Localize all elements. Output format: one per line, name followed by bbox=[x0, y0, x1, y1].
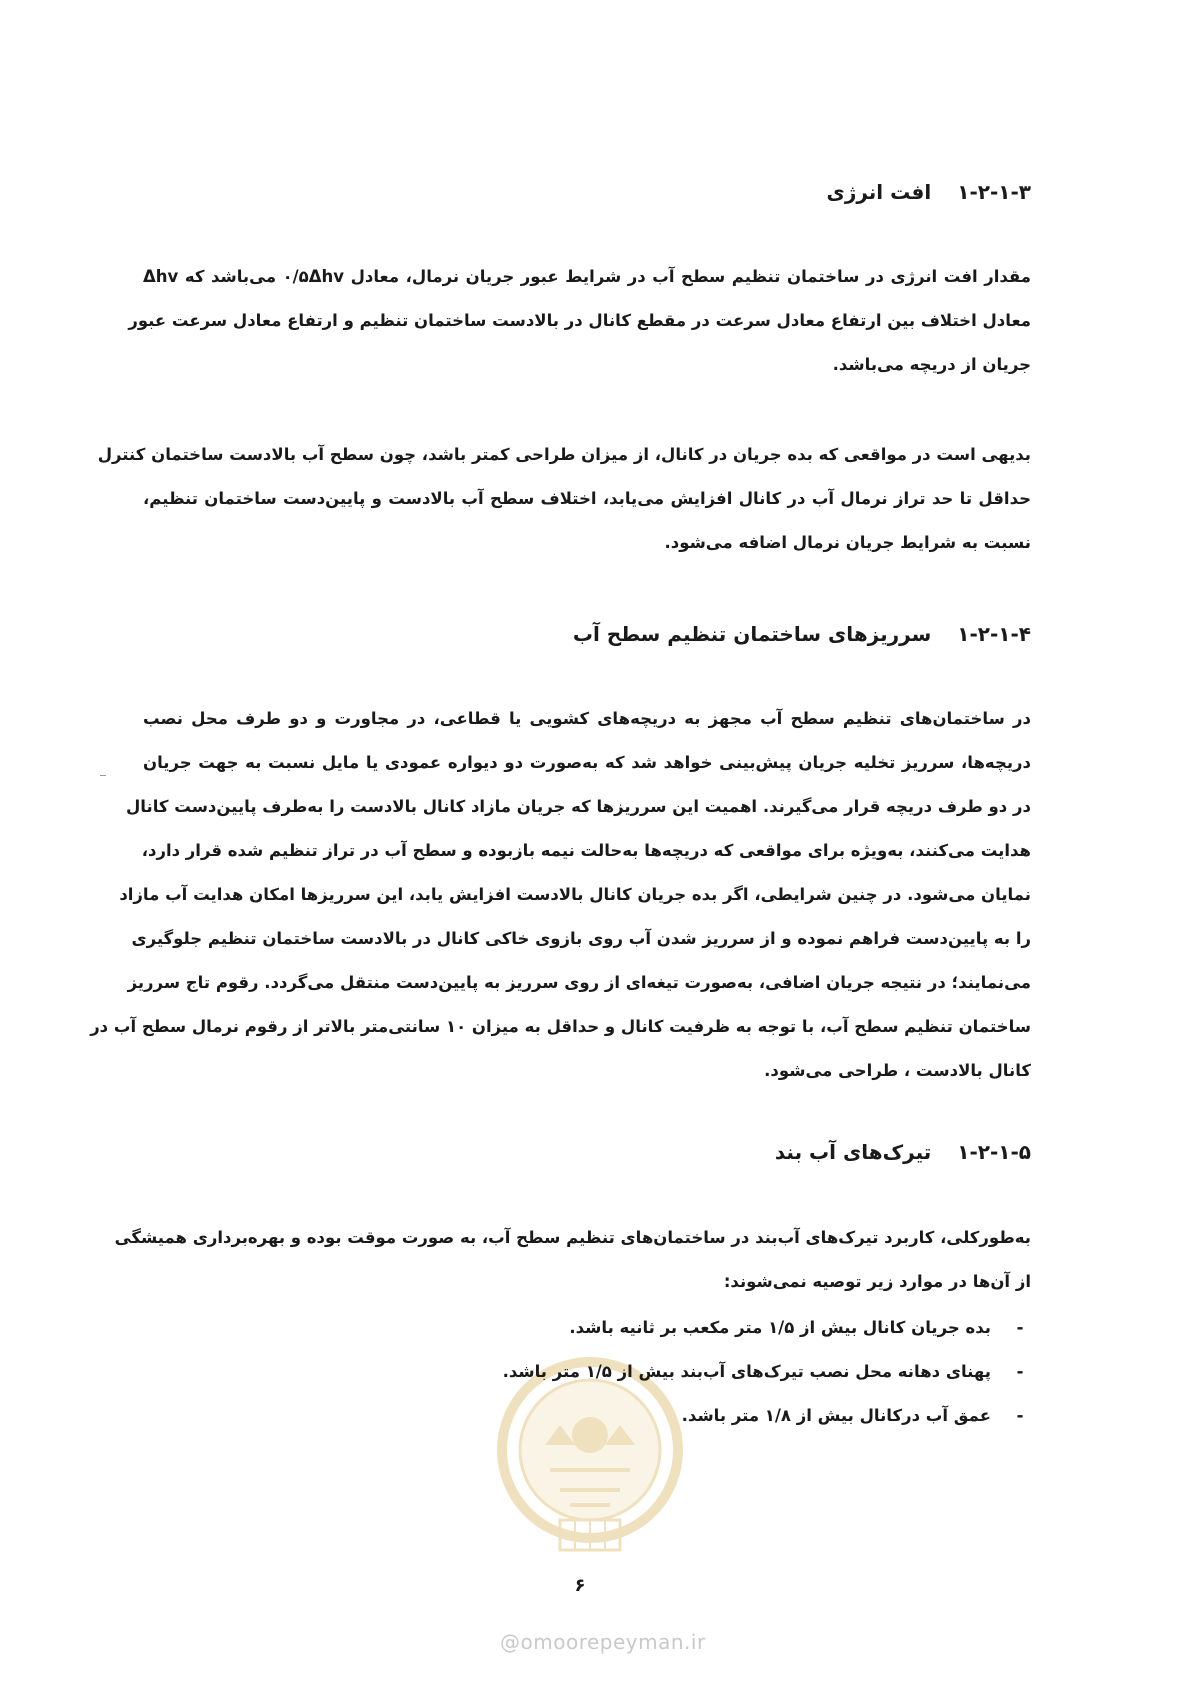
section-heading-stop-logs bbox=[775, 1140, 1031, 1164]
list-item-text: بده جریان کانال بیش از ۱/۵ متر مکعب بر ثانیه باشد. bbox=[569, 1318, 991, 1337]
section-title: افت انرژی bbox=[826, 180, 932, 204]
paragraph-line: معادل اختلاف بین ارتفاع معادل سرعت در مقطع کانال در بالادست ساختمان تنظیم و ارتفاع معادل سرعت عبور bbox=[128, 311, 1031, 330]
paragraph-line: نسبت به شرایط جریان نرمال اضافه می‌شود. bbox=[664, 533, 1031, 552]
paragraph-line: در دو طرف دریچه قرار می‌گیرند. اهمیت این سرریزها که جریان مازاد کانال بالادست را به‌طرف پایین‌دست کانال bbox=[125, 797, 1031, 816]
bullet-marker: - bbox=[1016, 1362, 1024, 1381]
paragraph-line: را به پایین‌دست فراهم نموده و از سرریز شدن آب روی بازوی خاکی کانال در بالادست ساختمان تنظیم جلوگیری bbox=[131, 929, 1031, 948]
paragraph-line: ساختمان تنظیم سطح آب، با توجه به ظرفیت کانال و حداقل به میزان ۱۰ سانتی‌متر بالاتر از رقوم نرمال سطح آب در bbox=[90, 1017, 1031, 1036]
paragraph-line: مقدار افت انرژی در ساختمان تنظیم سطح آب در شرایط عبور جریان نرمال، معادل ۰/۵Δhv می‌باشد که Δhv bbox=[143, 267, 1031, 286]
section-number: ۱-۲-۱-۳ bbox=[957, 180, 1031, 204]
bullet-list bbox=[331, 1306, 1031, 1438]
paragraph-line: نمایان می‌شود. در چنین شرایطی، اگر بده جریان کانال بالادست افزایش یابد، این سرریزها امکان هدایت آب مازاد bbox=[119, 885, 1031, 904]
bullet-marker: - bbox=[1016, 1406, 1024, 1425]
list-item bbox=[331, 1350, 1031, 1394]
section-title: سرریزهای ساختمان تنظیم سطح آب bbox=[572, 622, 932, 646]
paragraph-energy-loss-2 bbox=[97, 433, 1031, 565]
list-item-text: پهنای دهانه محل نصب تیرک‌های آب‌بند بیش از ۱/۵ متر باشد. bbox=[502, 1362, 991, 1381]
paragraph-stop-logs bbox=[114, 1216, 1031, 1304]
paragraph-line: جریان از دریچه می‌باشد. bbox=[832, 355, 1031, 374]
list-item-text: عمق آب درکانال بیش از ۱/۸ متر باشد. bbox=[681, 1406, 991, 1425]
paragraph-line: می‌نمایند؛ در نتیجه جریان اضافی، به‌صورت تیغه‌ای از روی سرریز به پایین‌دست منتقل می‌گردد. رقوم تاج سرریز bbox=[127, 973, 1031, 992]
paragraph-line: هدایت می‌کنند، به‌ویژه برای مواقعی که دریچه‌ها به‌حالت نیمه بازبوده و سطح آب در تراز تنظیم شده قرار دارد، bbox=[141, 841, 1031, 860]
paragraph-energy-loss bbox=[128, 255, 1031, 387]
section-title: تیرک‌های آب بند bbox=[774, 1140, 932, 1164]
bullet-marker: - bbox=[1016, 1318, 1024, 1337]
margin-mark bbox=[100, 775, 106, 776]
paragraph-spillways bbox=[90, 697, 1031, 1093]
section-heading-energy-loss bbox=[827, 180, 1031, 204]
paragraph-line: کانال بالادست ، طراحی می‌شود. bbox=[764, 1061, 1031, 1080]
section-number: ۱-۲-۱-۵ bbox=[957, 1140, 1031, 1164]
paragraph-line: دریچه‌ها، سرریز تخلیه جریان پیش‌بینی خواهد شد که به‌صورت دو دیواره عمودی یا مایل نسبت به جهت جریان bbox=[143, 753, 1031, 772]
page-number: ۶ bbox=[574, 1575, 586, 1596]
paragraph-line: حداقل تا حد تراز نرمال آب در کانال افزایش می‌یابد، اختلاف سطح آب بالادست و پایین‌دست ساختمان تنظیم، bbox=[143, 489, 1031, 508]
paragraph-line: به‌طورکلی، کاربرد تیرک‌های آب‌بند در ساختمان‌های تنظیم سطح آب، به صورت موقت بوده و بهره‌برداری همیشگی bbox=[114, 1228, 1031, 1247]
list-item bbox=[331, 1306, 1031, 1350]
section-heading-spillways bbox=[573, 622, 1031, 646]
paragraph-line: در ساختمان‌های تنظیم سطح آب مجهز به دریچه‌های کشویی یا قطاعی، در مجاورت و دو طرف محل نصب bbox=[143, 709, 1031, 728]
paragraph-line: بدیهی است در مواقعی که بده جریان در کانال، از میزان طراحی کمتر باشد، چون سطح آب بالادست ساختمان کنترل bbox=[97, 445, 1031, 464]
paragraph-line: از آن‌ها در موارد زیر توصیه نمی‌شوند: bbox=[723, 1272, 1031, 1291]
list-item bbox=[331, 1394, 1031, 1438]
watermark-url: @omoorepeyman.ir bbox=[500, 1630, 706, 1654]
section-number: ۱-۲-۱-۴ bbox=[957, 622, 1031, 646]
